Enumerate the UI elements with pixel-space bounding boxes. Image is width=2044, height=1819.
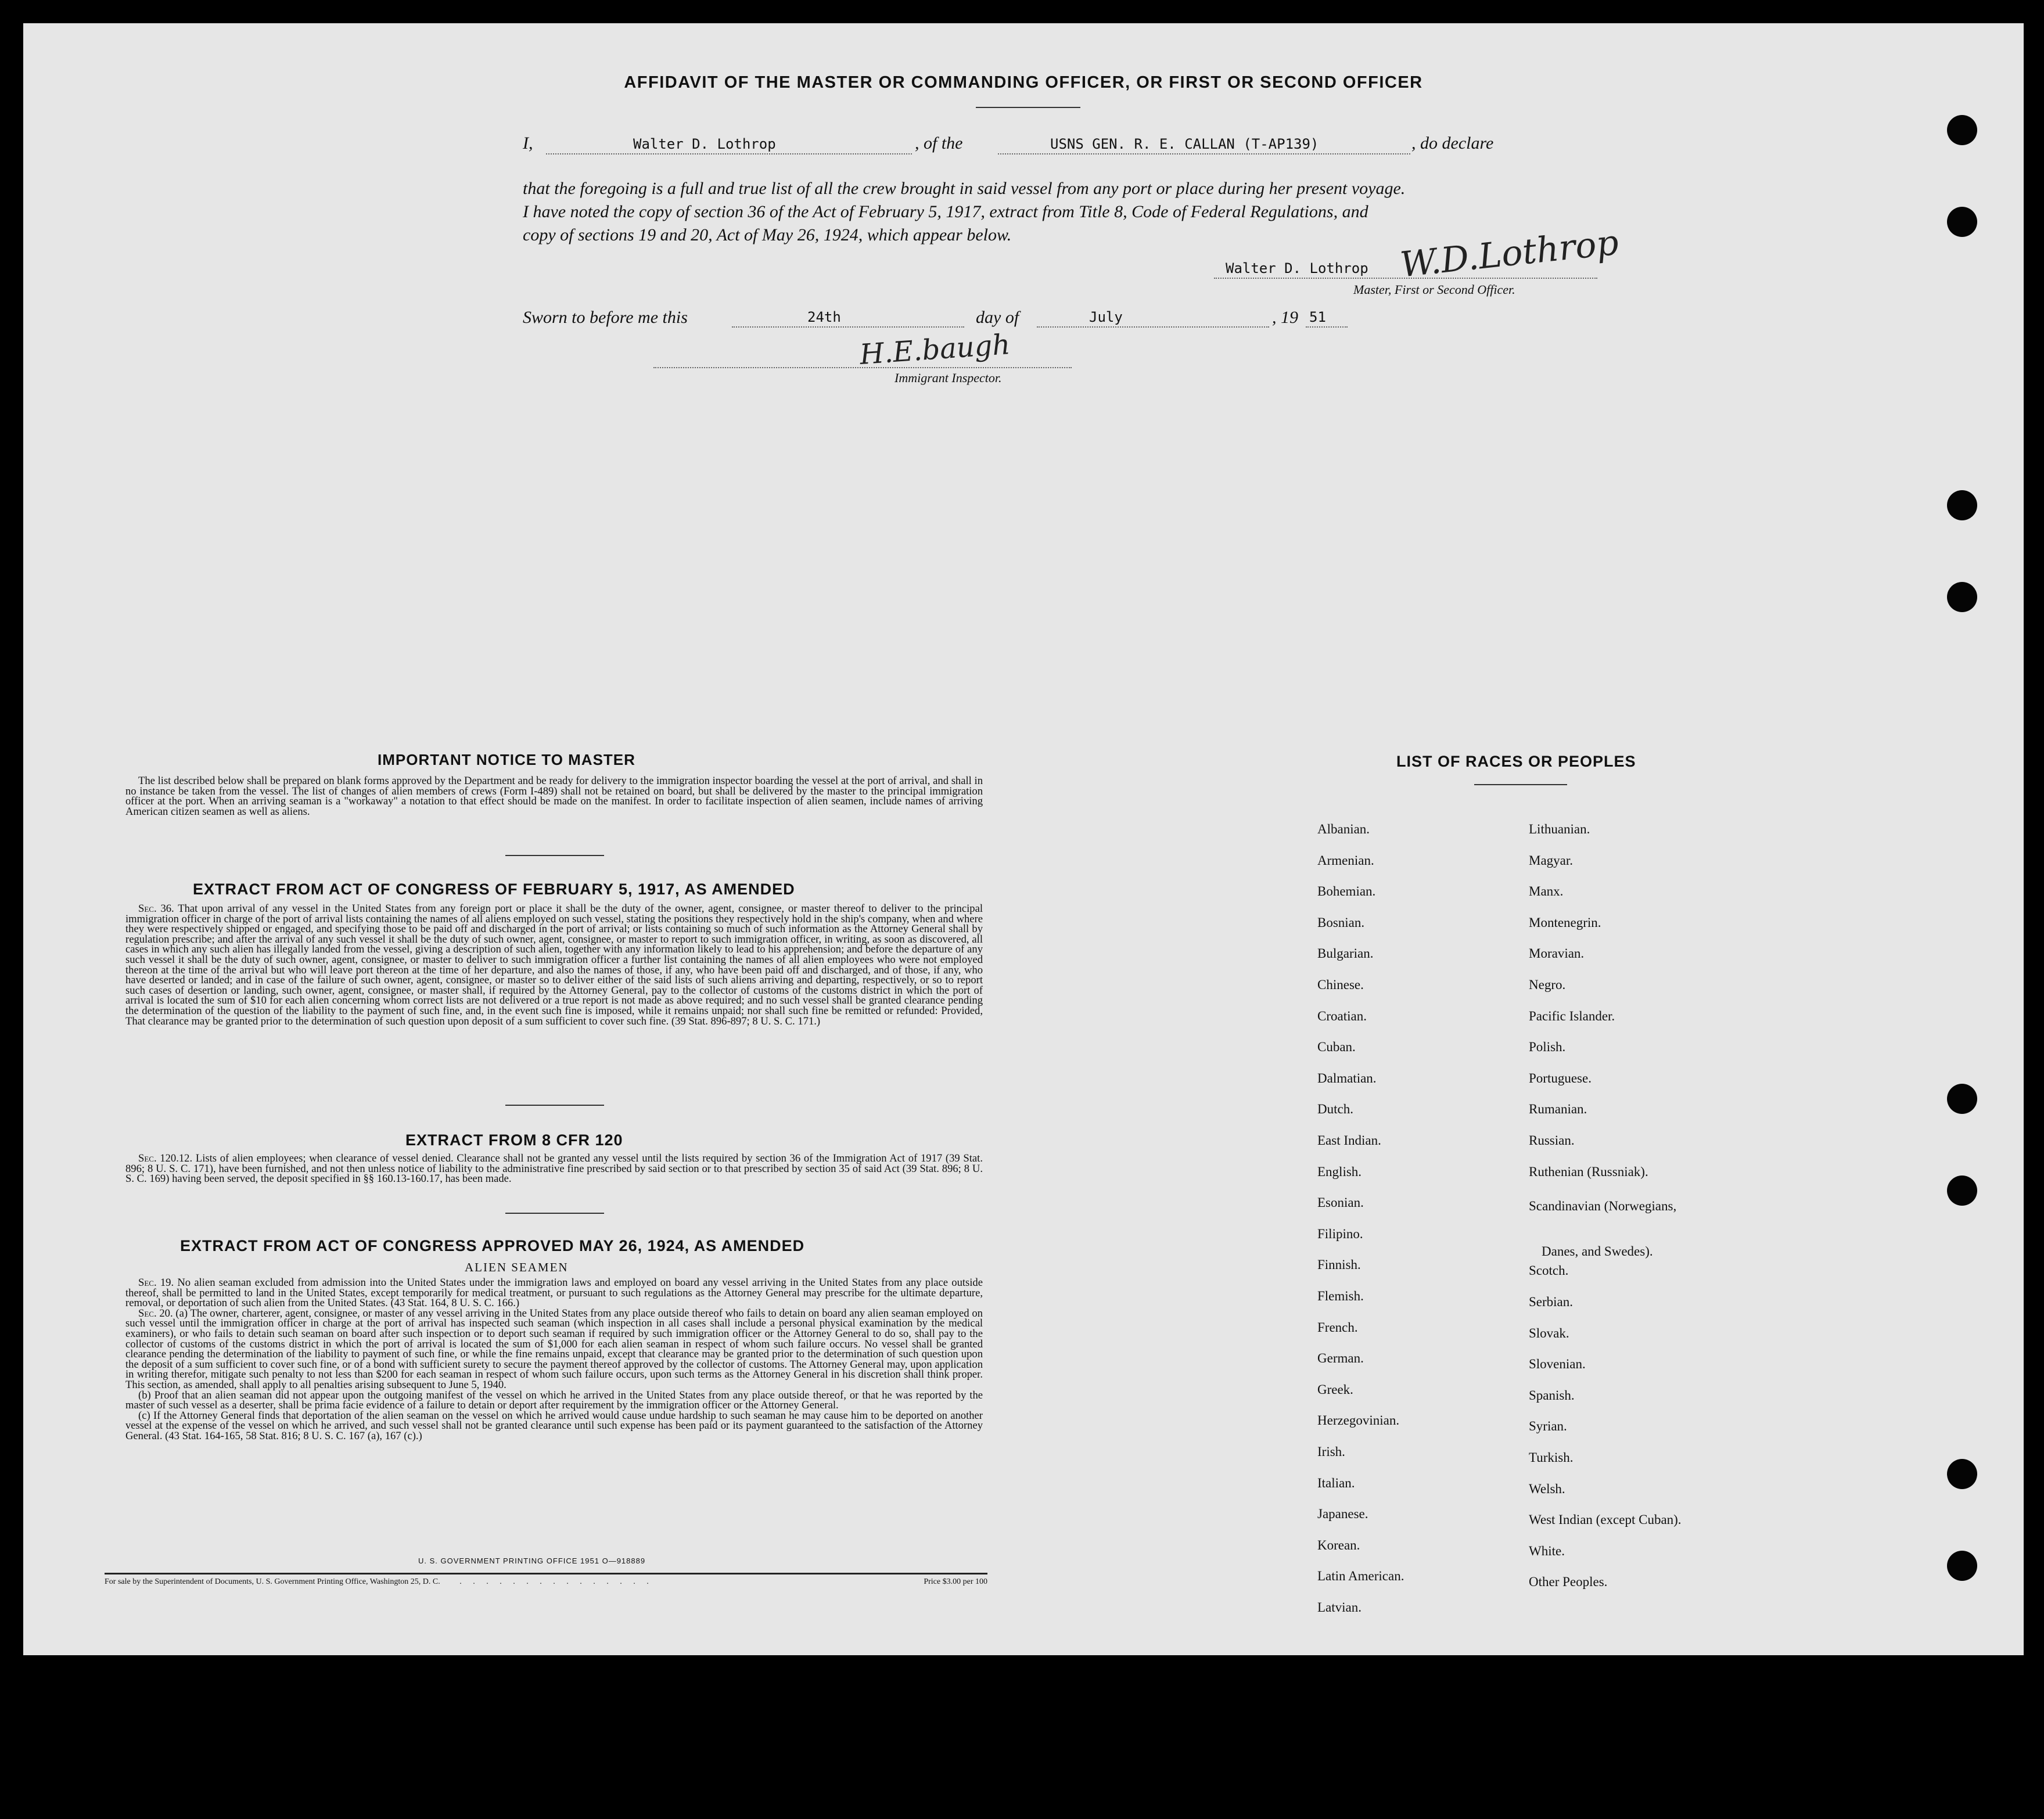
sworn-day-field — [732, 307, 964, 328]
punch-hole — [1947, 582, 1977, 612]
race-item: Other Peoples. — [1529, 1574, 1608, 1590]
sworn-year: 51 — [1309, 309, 1326, 325]
race-item: Bulgarian. — [1317, 946, 1374, 961]
race-item: Slovak. — [1529, 1325, 1569, 1340]
race-item: Cuban. — [1317, 1040, 1356, 1055]
sworn-day: 24th — [807, 309, 841, 325]
race-item: Albanian. — [1317, 822, 1370, 836]
race-item: Korean. — [1317, 1537, 1360, 1552]
form-sheet — [23, 23, 2024, 1655]
sec-20c-paragraph: (c) If the Attorney General finds that deportation of the alien seaman on the vessel on which he arrived would cause undue hardship to such seaman he may cause him to be deported on another vessel at the expense of the vessel on which he arrived, and such vessel shall not be granted clearance until such expense has been paid or its payment guaranteed to the satisfaction of the Attorney General. (43 Stat. 164-165, 58 Stat. 816; 8 U. S. C. 167 (a), 167 (c).) — [125, 1409, 983, 1442]
declare-label: , do declare — [1411, 134, 1494, 153]
affidavit-line-3: I have noted the copy of section 36 of the Act of February 5, 1917, extract from Title 8, Code of Federal Regulations, and — [523, 202, 1368, 221]
signer-caption: Master, First or Second Officer. — [1353, 282, 1515, 297]
alien-seamen-subtitle: ALIEN SEAMEN — [465, 1260, 569, 1274]
race-item: Slovenian. — [1529, 1357, 1586, 1372]
divider — [505, 1213, 604, 1214]
extract-1924-title: EXTRACT FROM ACT OF CONGRESS APPROVED MAY 26, 1924, AS AMENDED — [180, 1237, 805, 1254]
race-item: Finnish. — [1317, 1257, 1361, 1272]
race-item: English. — [1317, 1164, 1362, 1179]
race-item: Scandinavian (Norwegians, — [1529, 1199, 1677, 1214]
sec-36-paragraph — [125, 904, 983, 1026]
race-item: Welsh. — [1529, 1481, 1565, 1496]
affidavit-line-4: copy of sections 19 and 20, Act of May 26, 1924, which appear below. — [523, 225, 1012, 245]
race-item: Scotch. — [1529, 1263, 1569, 1278]
punch-hole — [1947, 115, 1977, 145]
divider — [1474, 784, 1567, 785]
race-item: Dalmatian. — [1317, 1070, 1377, 1085]
sec-19-label: Sec. 19. — [138, 1277, 174, 1289]
affidavit-title: AFFIDAVIT OF THE MASTER OR COMMANDING OFFICER, OR FIRST OR SECOND OFFICER — [624, 73, 1423, 92]
race-item: Turkish. — [1529, 1450, 1574, 1465]
notice-text — [125, 776, 983, 817]
footer-rule — [105, 1573, 987, 1574]
races-title: LIST OF RACES OR PEOPLES — [1396, 753, 1636, 770]
divider — [505, 855, 604, 856]
sec-20a-text: (a) The owner, charterer, agent, consignee, or master of any vessel arriving in the United States from any place outside thereof who fails to detain on board any alien seaman employed on such vessel until the immigration officer in charge at the port of arrival has inspected such seaman (which inspection in all cases shall include a personal physical examination by the medical examiners), or who fails to detain such seaman on board after such inspection or to deport such seaman if required by such immigration officer or the Attorney General to do so, shall pay to the collector of customs of the customs district in which the port of arrival is located the sum of $1,000 for each alien seaman in respect of whom such failure occurs. No vessel shall be granted clearance pending the determination of the liability to payment of such fine, or while the fine remains unpaid, except that clearance may be granted prior to the determination of such question upon the deposit of a sum sufficient to cover such fine, or of a bond with sufficient surety to secure the payment thereof approved by the collector of customs. The Attorney General may, upon application in writing therefor, mitigate such penalty to not less than $200 for each seaman in respect of whom such failure occurs, upon such terms as the Attorney General in his discretion shall think proper. This section, as amended, shall apply to all penalties arising subsequent to June 5, 1940. — [125, 1307, 983, 1391]
punch-hole — [1947, 1084, 1977, 1114]
divider — [505, 1105, 604, 1106]
inspector-signature: H.E.baugh — [858, 328, 1011, 371]
notice-paragraph: The list described below shall be prepared on blank forms approved by the Department and be ready for delivery to the immigration inspector boarding the vessel at the port of arrival, and shall in no instance be taken from the vessel. The list of changes of alien members of crews (Form I-489) shall not be retained on board, but shall be delivered by the master to the principal immigration officer at the port. When an arriving seaman is a "workaway" a notation to that effect should be made on the manifest. In order to facilitate inspection of alien seamen, include names of arriving American citizen seamen as well as aliens. — [125, 775, 983, 818]
race-item: Russian. — [1529, 1133, 1575, 1148]
race-item: Lithuanian. — [1529, 822, 1590, 836]
sec-20b-paragraph: (b) Proof that an alien seaman did not appear upon the outgoing manifest of the vessel on which he arrived in the United States from any place outside thereof, or that he was reported by the master of such vessel as a deserter, shall be prima facie evidence of a failure to detain or deport after requirement by the immigration officer or the Attorney General. — [125, 1389, 983, 1412]
race-item: Italian. — [1317, 1475, 1355, 1490]
race-item: Danes, and Swedes). — [1542, 1243, 1653, 1259]
notice-title: IMPORTANT NOTICE TO MASTER — [378, 751, 635, 768]
race-item: Polish. — [1529, 1040, 1566, 1055]
sec-36-label: Sec. 36. — [138, 903, 174, 915]
sworn-month-field — [1037, 307, 1269, 328]
punch-hole — [1947, 207, 1977, 237]
extract-cfr-text — [125, 1153, 983, 1184]
race-item: East Indian. — [1317, 1133, 1381, 1148]
vessel-name: USNS GEN. R. E. CALLAN (T-AP139) — [1050, 136, 1319, 152]
sec-120-paragraph — [125, 1153, 983, 1184]
sec-36-text: That upon arrival of any vessel in the United States from any foreign port or place it shall be the duty of the owner, agent, consignee, or master thereof to deliver to the principal immigration officer in charge of the port of arrival lists containing the names of all aliens employed on such vessel, stating the positions they respectively hold in the ship's company, when and where they were respectively shipped or engaged, and specifying those to be paid off and discharged in the port of arrival; or lists containing so much of such information as the Attorney General shall by regulation prescribe; and after the arrival of any such vessel it shall be the duty of such owner, agent, consignee, or master to report to such immigration officer, in writing, as soon as discovered, all cases in which any such alien has illegally landed from the vessel, giving a description of such alien, together with any information likely to lead to his apprehension; and before the departure of any such vessel it shall be the duty of such owner, agent, consignee, or master to deliver to such immigration officer a further list containing the names of all alien employees who were not employed thereon at the time of the arrival but who will leave port thereon at the time of her departure, and also the names of those, if any, who have been paid off and discharged, and of those, if any, who have deserted or landed; and in case of the failure of such owner, agent, consignee, or master so to deliver either of the said lists of such aliens arriving and departing, respectively, or so to report such cases of desertion or landing, such owner, agent, consignee, or master shall, if required by the Attorney General, pay to the collector of customs of the customs district in which the port of arrival is located the sum of $10 for each alien concerning whom correct lists are not delivered or a true report is not made as above required; and no such vessel shall be granted clearance pending the determination of the question of the liability to the payment of such fine, and, in the event such fine is imposed, while it remains unpaid; nor shall such fine be remitted or refunded: Provided, That clearance may be granted prior to the determination of such question upon deposit of a sum sufficient to cover such fine. (39 Stat. 896-897; 8 U. S. C. 171.) — [125, 903, 983, 1027]
sec-120-label: Sec. 120.12. — [138, 1152, 193, 1164]
for-sale-text: For sale by the Superintendent of Documents, U. S. Government Printing Office, Washington 25, D. C. — [105, 1577, 440, 1586]
sec-19-paragraph — [125, 1278, 983, 1308]
master-name: Walter D. Lothrop — [633, 136, 776, 152]
race-item: Flemish. — [1317, 1289, 1364, 1303]
extract-cfr-title: EXTRACT FROM 8 CFR 120 — [405, 1131, 623, 1149]
for-sale-line — [105, 1577, 987, 1587]
race-item: Spanish. — [1529, 1387, 1575, 1403]
race-item: Herzegovinian. — [1317, 1413, 1400, 1428]
race-item: Croatian. — [1317, 1008, 1367, 1023]
race-item: West Indian (except Cuban). — [1529, 1512, 1682, 1527]
sec-19-text: No alien seaman excluded from admission into the United States under the immigration laws and employed on board any vessel arriving in the United States from any place outside thereof, shall be permitted to land in the United States, except temporarily for medical treatment, or pursuant to such regulations as the Attorney General may prescribe for the ultimate departure, removal, or deportation of such alien from the United States. (43 Stat. 164, 8 U. S. C. 166.) — [125, 1277, 983, 1310]
race-item: French. — [1317, 1320, 1358, 1335]
race-item: German. — [1317, 1351, 1364, 1366]
race-item: Chinese. — [1317, 977, 1364, 992]
race-item: Irish. — [1317, 1444, 1345, 1459]
race-item: Negro. — [1529, 977, 1566, 992]
vessel-name-field — [998, 134, 1410, 154]
punch-hole — [1947, 1459, 1977, 1489]
race-item: Armenian. — [1317, 853, 1374, 868]
affidavit-line-1 — [523, 134, 1609, 159]
race-item: Greek. — [1317, 1382, 1353, 1397]
race-item: Bosnian. — [1317, 915, 1365, 930]
race-item: Japanese. — [1317, 1507, 1368, 1522]
divider — [976, 107, 1080, 108]
race-item: Esonian. — [1317, 1195, 1364, 1210]
race-item: Bohemian. — [1317, 884, 1376, 899]
race-item: Pacific Islander. — [1529, 1008, 1615, 1023]
i-label: I, — [523, 134, 533, 153]
sec-20-label: Sec. 20. — [138, 1307, 173, 1320]
signer-typed-name: Walter D. Lothrop — [1226, 260, 1368, 276]
punch-hole — [1947, 1551, 1977, 1581]
race-item: Filipino. — [1317, 1226, 1363, 1241]
year-prefix-label: , 19 — [1272, 308, 1298, 327]
race-item: Ruthenian (Russniak). — [1529, 1164, 1648, 1179]
race-item: White. — [1529, 1543, 1565, 1558]
master-signature: W.D.Lothrop — [1398, 222, 1621, 286]
sec-120-text: Lists of alien employees; when clearance of vessel denied. Clearance shall not be granted any vessel until the lists required by section 36 of the Immigration Act of 1917 (39 Stat. 896; 8 U. S. C. 171), have been furnished, and not then unless notice of liability to the administrative fine prescribed by said section or to that prescribed by section 35 of said Act (39 Stat. 896; 8 U. S. C. 169) having been served, the deposit specified in §§ 160.13-160.17, has been made. — [125, 1152, 983, 1185]
price-text: Price $3.00 per 100 — [924, 1577, 987, 1586]
race-item: Serbian. — [1529, 1295, 1574, 1309]
race-item: Moravian. — [1529, 946, 1585, 961]
punch-hole — [1947, 1175, 1977, 1206]
race-item: Portuguese. — [1529, 1070, 1592, 1085]
sworn-label: Sworn to before me this — [523, 308, 688, 327]
punch-hole — [1947, 490, 1977, 520]
race-item: Montenegrin. — [1529, 915, 1601, 930]
extract-1917-title: EXTRACT FROM ACT OF CONGRESS OF FEBRUARY 5, 1917, AS AMENDED — [193, 880, 795, 898]
race-item: Latin American. — [1317, 1569, 1404, 1584]
sworn-year-field — [1306, 307, 1348, 328]
sec-20a-paragraph — [125, 1308, 983, 1390]
of-the-label: , of the — [915, 134, 963, 153]
sworn-month: July — [1089, 309, 1123, 325]
race-item: Magyar. — [1529, 853, 1574, 868]
affidavit-line-2: that the foregoing is a full and true list of all the crew brought in said vessel from any port or place during her present voyage. — [523, 179, 1406, 198]
day-of-label: day of — [976, 308, 1019, 327]
race-item: Rumanian. — [1529, 1102, 1587, 1117]
master-name-field — [546, 134, 912, 154]
race-item: Latvian. — [1317, 1600, 1362, 1615]
leader-dots: . . . . . . . . . . . . . . . — [459, 1577, 653, 1586]
inspector-caption: Immigrant Inspector. — [895, 371, 1002, 385]
extract-1924-text — [125, 1278, 983, 1441]
gpo-imprint: U. S. GOVERNMENT PRINTING OFFICE 1951 O—918889 — [418, 1556, 646, 1565]
race-item: Manx. — [1529, 884, 1564, 899]
race-item: Dutch. — [1317, 1102, 1353, 1117]
race-item: Syrian. — [1529, 1419, 1567, 1434]
extract-1917-text — [125, 904, 983, 1026]
